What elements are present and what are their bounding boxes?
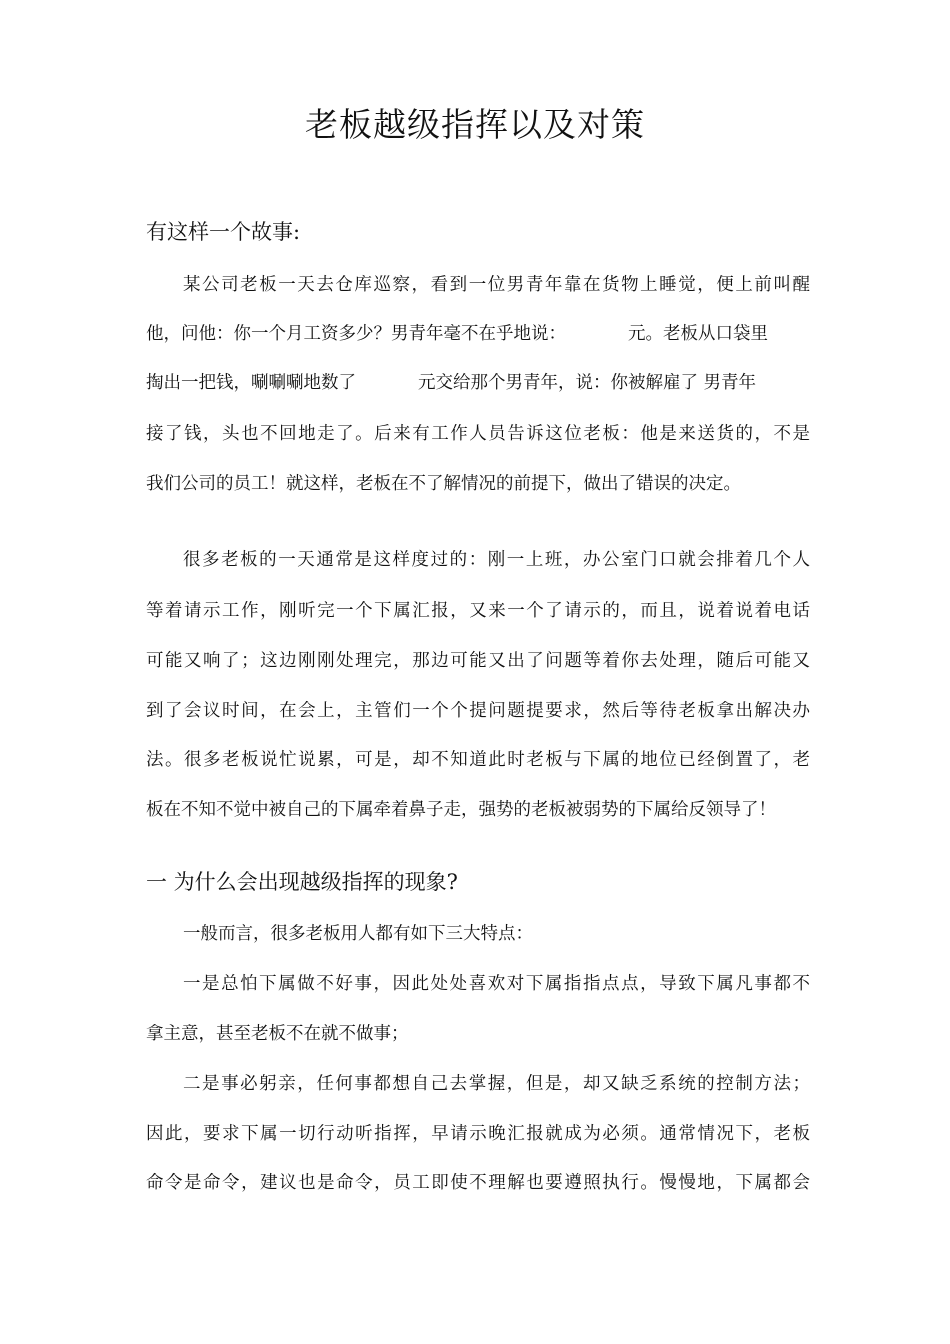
point-line: 二是事必躬亲，任何事都想自己去掌握，但是，却又缺乏系统的控制方法；: [183, 1074, 810, 1094]
paragraph-line: 等着请示工作，刚听完一个下属汇报，又来一个了请示的，而且，说着说着电话: [146, 601, 810, 621]
story-line: [146, 369, 810, 397]
story-line-segment: 他，问他：你一个月工资多少？男青年毫不在乎地说：: [146, 324, 566, 344]
paragraph-line: 可能又响了；这边刚刚处理完，那边可能又出了问题等着你去处理，随后可能又: [146, 651, 810, 671]
section-heading: 一 为什么会出现越级指挥的现象?: [146, 870, 458, 894]
story-line: 某公司老板一天去仓库巡察，看到一位男青年靠在货物上睡觉，便上前叫醒: [183, 275, 810, 295]
point-line: 因此，要求下属一切行动听指挥，早请示晚汇报就成为必须。通常情况下，老板: [146, 1124, 810, 1144]
story-line: 接了钱，头也不回地走了。后来有工作人员告诉这位老板：他是来送货的，不是: [146, 424, 810, 444]
story-line-segment: 元。老板从口袋里: [628, 324, 768, 344]
story-line-segment: 掏出一把钱，唰唰唰地数了: [146, 373, 356, 393]
paragraph-line: 到了会议时间，在会上，主管们一个个提问题提要求，然后等待老板拿出解决办: [146, 701, 810, 721]
document-title: 老板越级指挥以及对策: [305, 105, 645, 144]
section-intro: 一般而言，很多老板用人都有如下三大特点：: [183, 924, 533, 944]
intro-heading: 有这样一个故事:: [146, 220, 301, 244]
point-line: 命令是命令，建议也是命令，员工即使不理解也要遵照执行。慢慢地，下属都会: [146, 1173, 810, 1193]
paragraph-line: 法。很多老板说忙说累，可是，却不知道此时老板与下属的地位已经倒置了，老: [146, 750, 810, 770]
point-line: 拿主意，甚至老板不在就不做事；: [146, 1024, 409, 1044]
story-line-segment: 元交给那个男青年，说：你被解雇了 男青年: [418, 373, 757, 393]
story-line: [146, 320, 810, 348]
point-line: 一是总怕下属做不好事，因此处处喜欢对下属指指点点，导致下属凡事都不: [183, 974, 810, 994]
paragraph-line: 很多老板的一天通常是这样度过的：刚一上班，办公室门口就会排着几个人: [183, 550, 810, 570]
story-line: 我们公司的员工！就这样，老板在不了解情况的前提下，做出了错误的决定。: [146, 474, 741, 494]
paragraph-line: 板在不知不觉中被自己的下属牵着鼻子走，强势的老板被弱势的下属给反领导了！: [146, 800, 776, 820]
